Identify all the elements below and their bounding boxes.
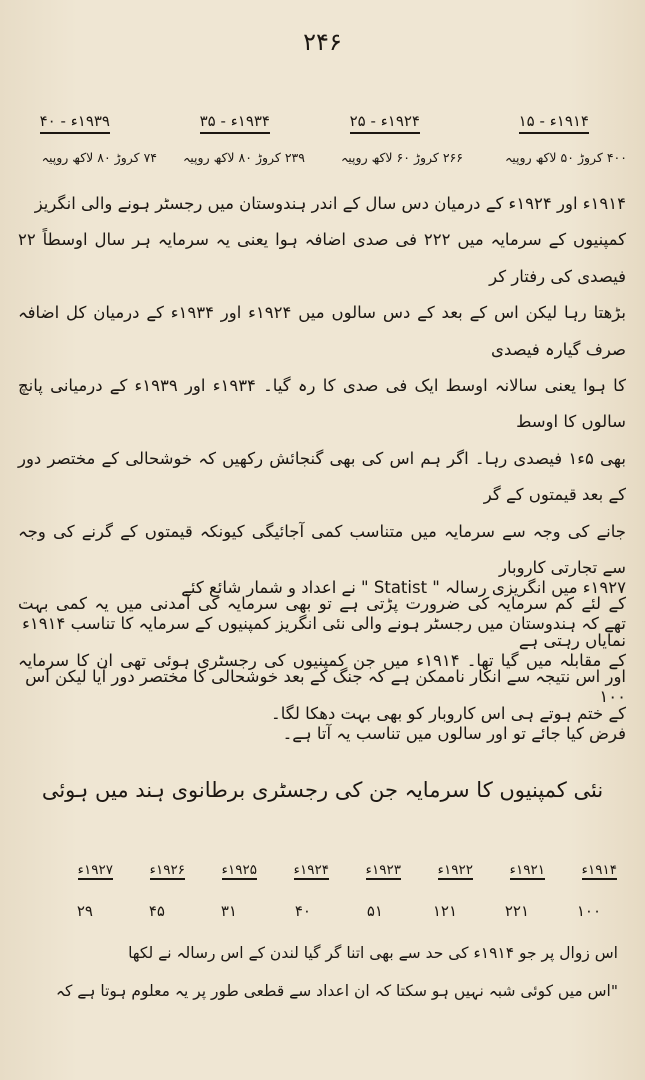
period-amount: ۲۶۶ کروڑ ۶۰ لاکھ روپیہ xyxy=(340,150,463,165)
year-value: ۳۱ xyxy=(220,902,237,920)
year-value: ۴۵ xyxy=(148,902,165,920)
year-label: ۱۹۲۶ء xyxy=(149,862,185,878)
year-label: ۱۹۱۴ء xyxy=(581,862,617,878)
period-heading: ۱۹۳۴ء - ۳۵ xyxy=(200,112,270,134)
year-label: ۱۹۲۴ء xyxy=(293,862,329,878)
period-amount: ۴۰۰ کروڑ ۵۰ لاکھ روپیہ xyxy=(504,150,627,165)
period-heading: ۱۹۲۴ء - ۲۵ xyxy=(350,112,420,134)
closing-text: اس زوال پر جو ۱۹۱۴ء کی حد سے بھی اتنا گر گیا لندن کے اس رسالہ نے لکھا "اس میں کوئی شبہ نہیں ہو سکتا کہ ان اعداد سے قطعی طور پر یہ معلوم ہوتا ہے کہ xyxy=(55,944,618,1000)
year-value: ۵۱ xyxy=(366,902,383,920)
page-number: ۲۴۶ xyxy=(303,28,342,56)
paragraph-statist: ۱۹۲۷ء میں انگریزی رسالہ " Statist " نے اعداد و شمار شائع کئے تھے کہ ہندوستان میں رجسٹر ہونے والی نئی انگریز کمپنیوں کے سرمایہ کا تناسب ۱۹۱۴ء کے مقابلہ میں گیا تھا۔ ۱۹۱۴ء میں جن کمپنیوں کی رجسٹری ہوئی تھی ان کا سرمایہ ۱۰۰ فرض کیا جائے تو اور سالوں میں تناسب یہ آتا ہے۔ xyxy=(18,578,626,743)
period-amount: ۷۴ کروڑ ۸۰ لاکھ روپیہ xyxy=(41,150,157,165)
year-label: ۱۹۲۷ء xyxy=(77,862,113,878)
year-value: ۴۰ xyxy=(294,902,311,920)
year-value: ۲۹ xyxy=(76,902,93,920)
year-value: ۱۲۱ xyxy=(432,902,457,920)
paragraph-body: ۱۹۱۴ء اور ۱۹۲۴ء کے درمیان دس سال کے اندر ہندوستان میں رجسٹر ہونے والی انگریز کمپنیوں کے سرمایہ میں ۲۲۲ فی صدی اضافہ ہوا یعنی یہ سرمایہ ہر سال اوسطاً ۲۲ فیصدی کی رفتار کر بڑھتا رہا لیکن اس کے بعد کے دس سالوں میں ۱۹۲۴ء اور ۱۹۳۴ء کے درمیان کل اضافہ صرف گیارہ فیصدی کا ہوا یعنی سالانہ اوسط ایک فی صدی کا رہ گیا۔ ۱۹۳۴ء اور ۱۹۳۹ء کے درمیانی پانچ سالوں کا اوسط بھی ۵ء۱ فیصدی رہا۔ اگر ہم اس کی بھی گنجائش رکھیں کہ خوشحالی کے مختصر دور کے بعد قیمتوں کے گر جانے کی وجہ سے سرمایہ میں متناسب کمی آجائیگی کیونکہ قیمتوں کے گرنے کی وجہ سے تجارتی کاروبار کے لئے کم سرمایہ کی ضرورت پڑتی ہے تو بھی سرمایہ کی آمدنی میں یہ کمی بہت نمایاں رہتی ہے اور اس نتیجہ سے انکار ناممکن ہے کہ جنگ کے بعد خوشحالی کا مختصر دور آیا لیکن اس کے ختم ہوتے ہی اس کاروبار کو بھی بہت دھکا لگا۔ xyxy=(18,194,626,723)
year-label: ۱۹۲۵ء xyxy=(221,862,257,878)
period-heading: ۱۹۳۹ء - ۴۰ xyxy=(40,112,110,134)
year-label: ۱۹۲۳ء xyxy=(365,862,401,878)
year-value: ۲۲۱ xyxy=(504,902,529,920)
year-label: ۱۹۲۲ء xyxy=(437,862,473,878)
period-amount: ۲۳۹ کروڑ ۸۰ لاکھ روپیہ xyxy=(182,150,305,165)
year-label: ۱۹۲۱ء xyxy=(509,862,545,878)
table-heading: نئی کمپنیوں کا سرمایہ جن کی رجسٹری برطانوی ہند میں ہوئی xyxy=(41,778,604,802)
period-heading: ۱۹۱۴ء - ۱۵ xyxy=(519,112,589,134)
year-value: ۱۰۰ xyxy=(576,902,601,920)
